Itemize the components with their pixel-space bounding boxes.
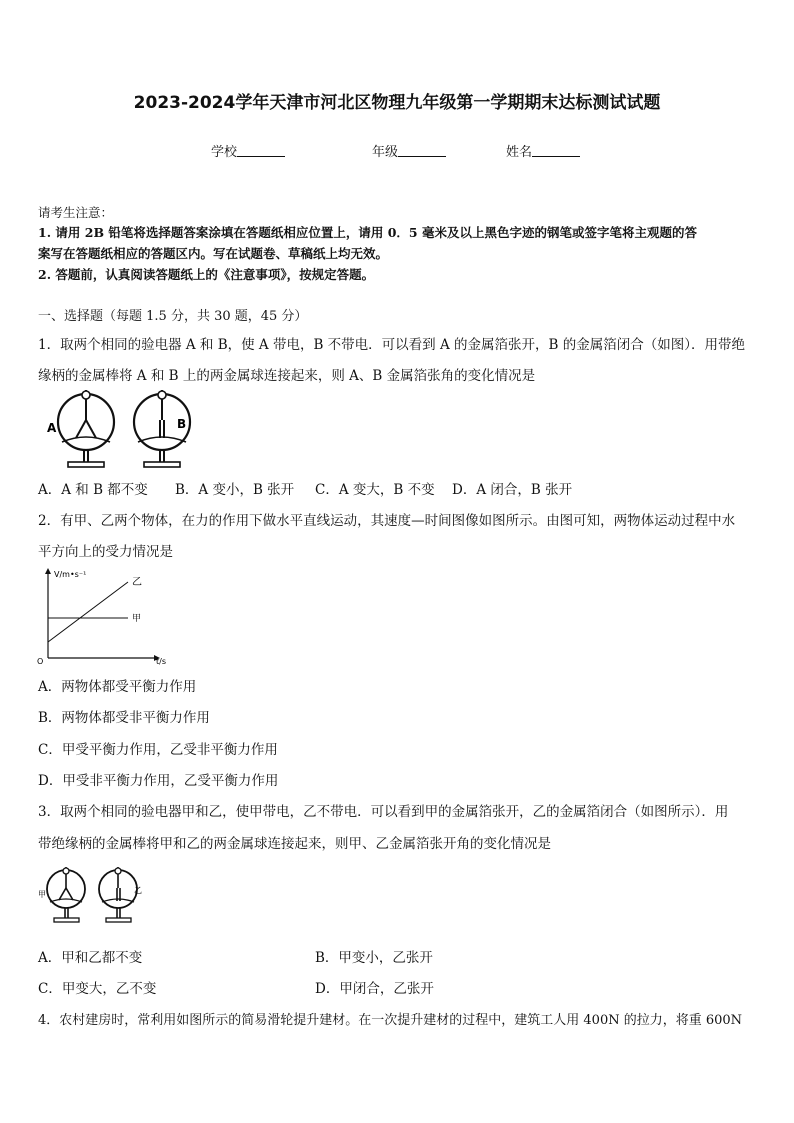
school-blank	[237, 144, 285, 157]
grade-field	[372, 141, 446, 160]
x-axis-label: t/s	[156, 657, 166, 666]
notice-item-1-cont: 案写在答题纸相应的答题区内。写在试题卷、草稿纸上均无效。	[38, 246, 389, 261]
q1-option-d[interactable]: D．A 闭合，B 张开	[452, 482, 573, 498]
q4-stem-line1: 4．农村建房时，常利用如图所示的简易滑轮提升建材。在一次提升建材的过程中，建筑工人用 400N 的拉力，将重 600N	[38, 1013, 743, 1028]
q1-option-c[interactable]: C．A 变大，B 不变	[315, 482, 435, 498]
name-field	[506, 141, 580, 160]
q2-option-d[interactable]: D．甲受非平衡力作用，乙受平衡力作用	[38, 773, 279, 789]
school-label: 学校	[211, 145, 238, 160]
q1-stem-line1: 1．取两个相同的验电器 A 和 B，使 A 带电，B 不带电．可以看到 A 的金属箔张开，B 的金属箔闭合（如图）．用带绝	[38, 337, 745, 353]
series-label-yi: 乙	[132, 577, 142, 588]
page-title: 2023-2024学年天津市河北区物理九年级第一学期期末达标测试试题	[133, 93, 661, 113]
q3-stem-line1: 3．取两个相同的验电器甲和乙，使甲带电，乙不带电．可以看到甲的金属箔张开，乙的金属箔闭合（如图所示）．用	[38, 804, 729, 820]
origin-label: O	[37, 657, 44, 666]
q2-option-a[interactable]: A．两物体都受平衡力作用	[38, 679, 197, 695]
q1-electroscope-figure	[44, 386, 204, 470]
label-yi: 乙	[134, 886, 142, 895]
q3-option-d[interactable]: D．甲闭合，乙张开	[315, 981, 434, 997]
q2-option-b[interactable]: B．两物体都受非平衡力作用	[38, 710, 210, 726]
label-jia: 甲	[38, 890, 46, 899]
notice-item-1: 1. 请用 2B 铅笔将选择题答案涂填在答题纸相应位置上，请用 0．5 毫米及以上黑色字迹的钢笔或签字笔将主观题的答	[38, 225, 697, 240]
q3-stem-line2: 带绝缘柄的金属棒将甲和乙的两金属球连接起来，则甲、乙金属箔张开角的变化情况是	[38, 836, 551, 852]
grade-blank	[398, 144, 446, 157]
q2-stem-line1: 2．有甲、乙两个物体，在力的作用下做水平直线运动，其速度—时间图像如图所示。由图可知，两物体运动过程中水	[38, 513, 736, 529]
q3-option-a[interactable]: A．甲和乙都不变	[38, 950, 143, 966]
grade-label: 年级	[372, 145, 399, 160]
y-axis-arrow	[45, 568, 51, 574]
q1-stem-line2: 缘柄的金属棒将 A 和 B 上的两金属球连接起来，则 A、B 金属箔张角的变化情况是	[38, 368, 536, 384]
electroscope-yi	[99, 867, 137, 922]
q3-option-c[interactable]: C．甲变大，乙不变	[38, 981, 157, 997]
q1-option-b[interactable]: B．A 变小，B 张开	[175, 482, 295, 498]
notice-item-2: 2. 答题前，认真阅读答题纸上的《注意事项》，按规定答题。	[38, 267, 375, 282]
q2-vt-chart	[36, 564, 176, 670]
notice-heading: 请考生注意：	[38, 205, 114, 220]
q3-electroscope-figure	[38, 864, 148, 930]
section-heading: 一、选择题（每题 1.5 分，共 30 题，45 分）	[38, 309, 308, 324]
electroscope-jia	[47, 867, 85, 922]
q2-stem-line2: 平方向上的受力情况是	[38, 544, 173, 560]
school-field	[211, 141, 285, 160]
series-label-jia: 甲	[132, 614, 142, 624]
electroscope-a	[58, 390, 114, 467]
label-b: B	[177, 417, 187, 431]
name-label: 姓名	[506, 145, 533, 160]
name-blank	[532, 144, 580, 157]
y-axis-label: V/m•s⁻¹	[54, 570, 87, 579]
label-a: A	[47, 421, 57, 435]
series-line-yi	[48, 582, 128, 642]
q3-option-b[interactable]: B．甲变小，乙张开	[315, 950, 433, 966]
q1-option-a[interactable]: A．A 和 B 都不变	[38, 482, 148, 498]
q2-option-c[interactable]: C．甲受平衡力作用，乙受非平衡力作用	[38, 742, 278, 758]
